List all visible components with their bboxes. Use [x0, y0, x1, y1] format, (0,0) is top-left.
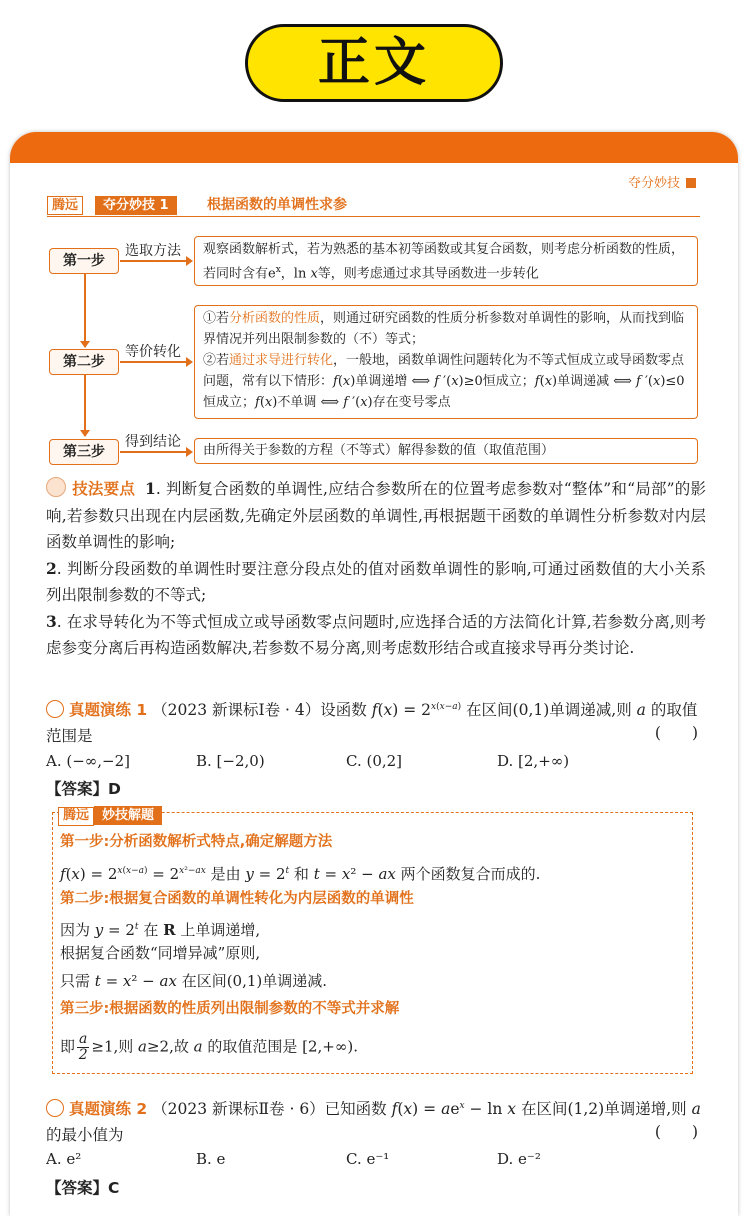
answer-blank: ( ): [654, 724, 698, 742]
arrow-right-icon: [186, 447, 193, 457]
question-2: [46, 1093, 706, 1148]
key-point-1: 1. 判断复合函数的单调性,应结合参数所在的位置考虑参数对“整体”和“局部”的影响,若参数只出现在内层函数,先确定外层函数的单调性,再根据题干函数的单调性分析参数对内层函数单调性的影响;: [46, 479, 706, 551]
arrow-right-icon: [186, 357, 193, 367]
solution-step-2: 第二步:根据复合函数的单调性转化为内层函数的单调性: [60, 891, 414, 907]
solution-line: 因为 $y = 2^t$ 在 R 上单调递增,: [60, 921, 261, 939]
option-b: B. e: [196, 1150, 226, 1168]
flow-connector: [84, 374, 86, 436]
step-3-button: 第三步: [49, 439, 119, 465]
solution-step-1: 第一步:分析函数解析式特点,确定解题方法: [60, 834, 333, 850]
option-a: A. e²: [46, 1150, 82, 1168]
step-2-label: 等价转化: [125, 344, 181, 360]
section-title: 根据函数的单调性求参: [207, 197, 347, 213]
question-1-stem: （2023 新课标Ⅰ卷 · 4）设函数 $f(x) = 2^{x(x-a)}$ 在区间(0,1)单调递减,则 a 的取值范围是: [46, 701, 698, 746]
solution-step-3: 第三步:根据函数的性质列出限制参数的不等式并求解: [60, 1001, 400, 1017]
solution-line: 只需 t = x² − ax 在区间(0,1)单调递减.: [60, 972, 328, 990]
flow-connector: [84, 273, 86, 347]
key-point-2: 2. 判断分段函数的单调性时要注意分段点处的值对函数单调性的影响,可通过函数值的大小关系列出限制参数的不等式;: [46, 558, 706, 604]
answer-blank: ( ): [654, 1123, 698, 1141]
option-d: D. [2,+∞): [497, 752, 570, 770]
option-c: C. e⁻¹: [346, 1150, 390, 1168]
flow-connector: [120, 260, 186, 262]
target-icon: [46, 1099, 64, 1117]
step-3-label: 得到结论: [125, 434, 181, 450]
question-1-title: 真题演练 1: [69, 701, 148, 720]
option-b: B. [−2,0): [196, 752, 265, 770]
question-2-stem: （2023 新课标Ⅱ卷 · 6）已知函数 $f(x) = ae^x - \ln x$ 在区间(1,2)单调递增,则 a 的最小值为: [46, 1100, 701, 1145]
arrow-down-icon: [80, 341, 90, 348]
option-a: A. (−∞,−2]: [46, 752, 131, 770]
arrow-down-icon: [80, 430, 90, 437]
solution-header: [58, 804, 162, 826]
step-1-box: 观察函数解析式，若为熟悉的基本初等函数或其复合函数，则考虑分析函数的性质，若同时含有$e^x$，ln x等，则考虑通过求其导函数进一步转化: [194, 236, 698, 286]
step-2-button: 第二步: [49, 349, 119, 375]
step-2-box: ①若分析函数的性质，则通过研究函数的性质分析参数对单调性的影响，从而找到临界情况并列出限制参数的（不）等式； ②若通过求导进行转化，一般地，函数单调性问题转化为不等式恒成立或导函数零点问题，常有以下情形：f(x)单调递增 ⟺ f ′(x)≥0恒成立；f(x)单调递减 ⟺ f ′(x)≤0恒成立；f(x)不单调 ⟺ f ′(x)存在变号零点: [194, 305, 698, 419]
brand-logo: 腾远: [47, 196, 83, 215]
brand-logo: 腾远: [58, 807, 94, 826]
question-1-answer: 【答案】D: [46, 780, 121, 798]
key-points: [46, 476, 706, 662]
section-tag: 夺分妙技 1: [95, 196, 177, 215]
question-2-answer: 【答案】C: [46, 1179, 120, 1197]
step-3-box: 由所得关于参数的方程（不等式）解得参数的值（取值范围）: [194, 438, 698, 464]
bookmark-icon: [686, 178, 696, 188]
solution-line: $f(x) = 2^{x(x-a)} = 2^{x^2-ax}$ 是由 $y = 2^t$ 和 t = x² − ax 两个函数复合而成的.: [60, 865, 541, 883]
card-top-banner: [10, 132, 738, 163]
page-title: 正文: [245, 24, 503, 102]
flow-connector: [120, 451, 186, 453]
solution-tag: 妙技解题: [94, 806, 162, 825]
book-icon: [46, 477, 66, 497]
arrow-right-icon: [186, 256, 193, 266]
step-1-label: 选取方法: [125, 243, 181, 259]
option-c: C. (0,2]: [346, 752, 403, 770]
solution-line: 即 $\frac{a}{2}$ ≥1,则 a≥2,故 a 的取值范围是 [2,+∞).: [60, 1031, 358, 1063]
corner-tag: 夺分妙技: [628, 172, 696, 191]
key-point-3: 3. 在求导转化为不等式恒成立或导函数零点问题时,应选择合适的方法简化计算,若参数分离,则考虑参变分离后再构造函数解决,若参数不易分离,则考虑数形结合或直接求导再分类讨论.: [46, 611, 706, 657]
section-header: [47, 196, 700, 217]
target-icon: [46, 700, 64, 718]
key-points-title: 技法要点: [72, 480, 136, 498]
question-1: [46, 694, 706, 749]
option-d: D. e⁻²: [497, 1150, 541, 1168]
flow-connector: [120, 361, 186, 363]
question-2-title: 真题演练 2: [69, 1100, 148, 1119]
solution-line: 根据复合函数“同增异减”原则,: [60, 944, 261, 962]
step-1-button: 第一步: [49, 248, 119, 274]
